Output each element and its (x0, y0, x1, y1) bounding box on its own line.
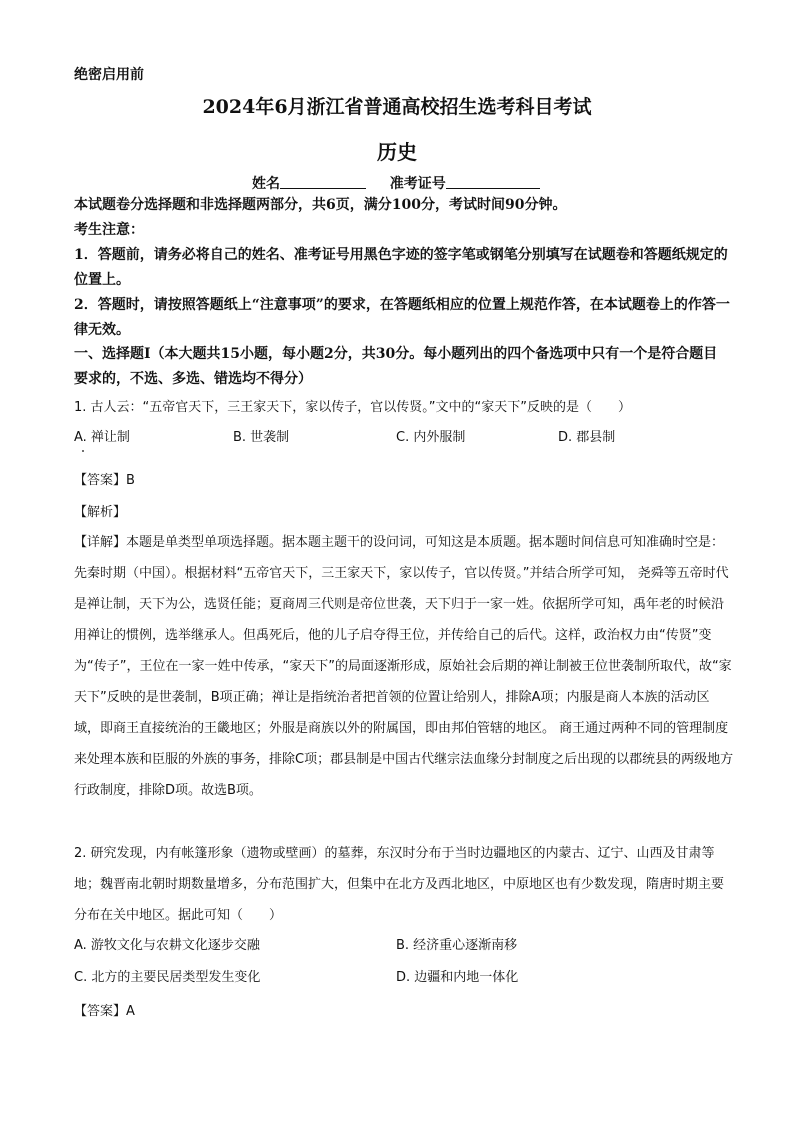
q2-option-d: D. 边疆和内地一体化 (396, 970, 519, 985)
q2-option-b: B. 经济重心逐渐南移 (396, 938, 518, 953)
q2-option-a: A. 游牧文化与农耕文化逐步交融 (74, 938, 260, 953)
notice-title: 考生注意： (74, 222, 144, 238)
subject-title: 历史 (377, 140, 417, 164)
name-blank (280, 174, 366, 189)
exam-info: 本试题卷分选择题和非选择题两部分，共6页，满分100分，考试时间90分钟。 (74, 197, 567, 213)
q2-option-c: C. 北方的主要民居类型发生变化 (74, 970, 261, 985)
q1-detail: 【详解】本题是单类型单项选择题。据本题主题干的设问词，可知这是本质题。据本题时间信息可知准确时空是：先秦时期（中国）。根据材料“五帝官天下，三王家天下，家以传子，官以传贤。”并结合所学可知， 尧舜等五帝时代是禅让制，天下为公，选贤任能；夏商周三代则是帝位世袭，天下归于一家一姓。依据所学可知，禹年老的时候沿用禅让的惯例，选举继承人。但禹死后，他的儿子启夺得王位，并传给自己的后代。这样，政治权力由“传贤”变为“传子”，王位在一家一姓中传承，“家天下”的局面逐渐形成，原始社会后期的禅让制被王位世袭制所取代，故“家天下”反映的是世袭制，B项正确；禅让是指统治者把首领的位置让给别人，排除A项；内服是商人本族的活动区域，即商王直接统治的王畿地区；外服是商族以外的附属国，即由邦伯管辖的地区。 商王通过两种不同的管理制度来处理本族和臣服的外族的事务，排除C项；郡县制是中国古代继宗法血缘分封制度之后出现的以郡统县的两级地方行政制度，排除D项。故选B项。 (74, 535, 734, 798)
question-2-stem: 2. 研究发现，内有帐篷形象（遗物或壁画）的墓葬，东汉时分布于当时边疆地区的内蒙古、辽宁、山西及甘肃等地；魏晋南北朝时期数量增多，分布范围扩大，但集中在北方及西北地区，中原地区也有少数发现，隋唐时期主要分布在关中地区。据此可知（ ） (74, 846, 725, 923)
section-heading: 一、选择题Ⅰ（本大题共15小题，每小题2分，共30分。每小题列出的四个备选项中只有一个是符合题目要求的，不选、多选、错选均不得分） (74, 346, 718, 387)
q1-option-c: C. 内外服制 (396, 430, 466, 445)
q2-answer: 【答案】A (74, 1004, 135, 1019)
q1-option-b: B. 世袭制 (233, 430, 290, 445)
id-blank (446, 174, 540, 189)
id-label: 准考证号 (389, 176, 446, 192)
exam-title: 2024年6月浙江省普通高校招生选考科目考试 (202, 96, 592, 118)
notice-item-2: 2．答题时，请按照答题纸上“注意事项”的要求，在答题纸相应的位置上规范作答，在本试题卷上的作答一律无效。 (74, 297, 730, 338)
decorative-dot (82, 450, 84, 452)
q1-analysis-tag: 【解析】 (74, 505, 127, 520)
question-1-stem: 1. 古人云：“五帝官天下，三王家天下，家以传子，官以传贤。”文中的“家天下”反映的是（ ） (74, 400, 631, 415)
q1-option-a: A. 禅让制 (74, 430, 130, 445)
name-label: 姓名 (252, 176, 280, 192)
candidate-info-line (252, 173, 540, 193)
confidential-mark: 绝密启用前 (74, 67, 144, 83)
q1-answer: 【答案】B (74, 473, 135, 488)
notice-item-1: 1．答题前，请务必将自己的姓名、准考证号用黑色字迹的签字笔或钢笔分别填写在试题卷和答题纸规定的位置上。 (74, 247, 728, 288)
q1-option-d: D. 郡县制 (558, 430, 616, 445)
